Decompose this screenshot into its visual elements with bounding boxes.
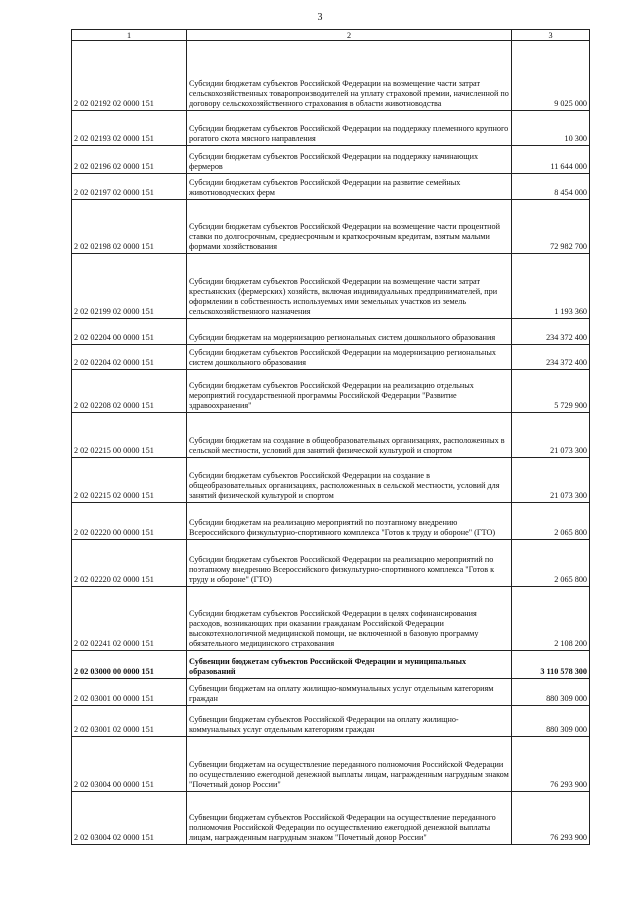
description-cell: Субсидии бюджетам субъектов Российской Федерации на возмещение части затрат сельскохозяйственных товаропроизводителей на уплату страховой премии, начисленной по договору сельскохозяйственного страхования в области животноводства bbox=[187, 41, 512, 111]
description-cell: Субсидии бюджетам субъектов Российской Федерации на развитие семейных животноводческих ферм bbox=[187, 174, 512, 200]
budget-code-cell: 2 02 02197 02 0000 151 bbox=[72, 174, 187, 200]
budget-code-cell: 2 02 02220 02 0000 151 bbox=[72, 540, 187, 587]
description-cell: Субсидии бюджетам субъектов Российской Федерации на модернизацию региональных систем дошкольного образования bbox=[187, 345, 512, 370]
description-cell: Субсидии бюджетам субъектов Российской Федерации на возмещение части затрат крестьянских (фермерских) хозяйств, включая индивидуальных предпринимателей, при оформлении в собственность используемых ими земельных участков из земель сельскохозяйственного назначения bbox=[187, 254, 512, 319]
table-row bbox=[72, 458, 590, 503]
budget-code-cell: 2 02 03000 00 0000 151 bbox=[72, 651, 187, 679]
table-row bbox=[72, 254, 590, 319]
column-header-amount: 3 bbox=[512, 30, 590, 41]
description-cell: Субвенции бюджетам субъектов Российской Федерации на осуществление переданного полномочия Российской Федерации по осуществлению ежегодной денежной выплаты лицам, награжденным нагрудным знаком "Почетный донор России" bbox=[187, 792, 512, 845]
table-row bbox=[72, 345, 590, 370]
amount-cell: 1 193 360 bbox=[512, 254, 590, 319]
page-number: 3 bbox=[317, 12, 323, 23]
description-cell: Субсидии бюджетам субъектов Российской Федерации на реализацию отдельных мероприятий государственной программы Российской Федерации "Развитие здравоохранения" bbox=[187, 370, 512, 413]
amount-cell: 880 309 000 bbox=[512, 706, 590, 737]
table-row bbox=[72, 503, 590, 540]
description-cell: Субсидии бюджетам субъектов Российской Федерации на поддержку начинающих фермеров bbox=[187, 146, 512, 174]
budget-code-cell: 2 02 02199 02 0000 151 bbox=[72, 254, 187, 319]
budget-code-cell: 2 02 02215 00 0000 151 bbox=[72, 413, 187, 458]
description-cell: Субсидии бюджетам на модернизацию региональных систем дошкольного образования bbox=[187, 319, 512, 345]
table-row bbox=[72, 370, 590, 413]
budget-code-cell: 2 02 02198 02 0000 151 bbox=[72, 200, 187, 254]
table-row bbox=[72, 200, 590, 254]
amount-cell: 8 454 000 bbox=[512, 174, 590, 200]
amount-cell: 10 300 bbox=[512, 111, 590, 146]
budget-code-cell: 2 02 02204 00 0000 151 bbox=[72, 319, 187, 345]
budget-code-cell: 2 02 03001 00 0000 151 bbox=[72, 679, 187, 706]
table-row bbox=[72, 146, 590, 174]
amount-cell: 2 108 200 bbox=[512, 587, 590, 651]
budget-code-cell: 2 02 02192 02 0000 151 bbox=[72, 41, 187, 111]
table-row bbox=[72, 111, 590, 146]
table-row bbox=[72, 679, 590, 706]
description-cell: Субсидии бюджетам на создание в общеобразовательных организациях, расположенных в сельской местности, условий для занятий физической культурой и спортом bbox=[187, 413, 512, 458]
table-row bbox=[72, 41, 590, 111]
table-row bbox=[72, 174, 590, 200]
budget-code-cell: 2 02 02241 02 0000 151 bbox=[72, 587, 187, 651]
amount-cell: 21 073 300 bbox=[512, 458, 590, 503]
budget-code-cell: 2 02 03004 00 0000 151 bbox=[72, 737, 187, 792]
budget-code-cell: 2 02 02193 02 0000 151 bbox=[72, 111, 187, 146]
table-row bbox=[72, 587, 590, 651]
budget-code-cell: 2 02 02204 02 0000 151 bbox=[72, 345, 187, 370]
description-cell: Субвенции бюджетам субъектов Российской Федерации на оплату жилищно-коммунальных услуг отдельным категориям граждан bbox=[187, 706, 512, 737]
table-row bbox=[72, 737, 590, 792]
table-row bbox=[72, 651, 590, 679]
amount-cell: 76 293 900 bbox=[512, 737, 590, 792]
amount-cell: 9 025 000 bbox=[512, 41, 590, 111]
description-cell: Субвенции бюджетам на осуществление переданного полномочия Российской Федерации по осуществлению ежегодной денежной выплаты лицам, награжденным нагрудным знаком "Почетный донор России" bbox=[187, 737, 512, 792]
budget-code-cell: 2 02 02220 00 0000 151 bbox=[72, 503, 187, 540]
amount-cell: 234 372 400 bbox=[512, 345, 590, 370]
amount-cell: 234 372 400 bbox=[512, 319, 590, 345]
budget-code-cell: 2 02 02215 02 0000 151 bbox=[72, 458, 187, 503]
column-header-code: 1 bbox=[72, 30, 187, 41]
description-cell: Субсидии бюджетам субъектов Российской Федерации на поддержку племенного крупного рогатого скота мясного направления bbox=[187, 111, 512, 146]
description-cell: Субсидии бюджетам на реализацию мероприятий по поэтапному внедрению Всероссийского физкультурно-спортивного комплекса "Готов к труду и обороне" (ГТО) bbox=[187, 503, 512, 540]
amount-cell: 21 073 300 bbox=[512, 413, 590, 458]
budget-revenue-table bbox=[71, 29, 590, 845]
description-cell: Субвенции бюджетам на оплату жилищно-коммунальных услуг отдельным категориям граждан bbox=[187, 679, 512, 706]
budget-code-cell: 2 02 03001 02 0000 151 bbox=[72, 706, 187, 737]
column-header-description: 2 bbox=[187, 30, 512, 41]
amount-cell: 5 729 900 bbox=[512, 370, 590, 413]
amount-cell: 2 065 800 bbox=[512, 503, 590, 540]
amount-cell: 2 065 800 bbox=[512, 540, 590, 587]
amount-cell: 76 293 900 bbox=[512, 792, 590, 845]
amount-cell: 11 644 000 bbox=[512, 146, 590, 174]
description-cell: Субвенции бюджетам субъектов Российской Федерации и муниципальных образований bbox=[187, 651, 512, 679]
budget-code-cell: 2 02 03004 02 0000 151 bbox=[72, 792, 187, 845]
description-cell: Субсидии бюджетам субъектов Российской Федерации на возмещение части процентной ставки по долгосрочным, среднесрочным и краткосрочным кредитам, взятым малыми формами хозяйствования bbox=[187, 200, 512, 254]
table-body bbox=[72, 41, 590, 845]
table-row bbox=[72, 792, 590, 845]
description-cell: Субсидии бюджетам субъектов Российской Федерации на создание в общеобразовательных организациях, расположенных в сельской местности, условий для занятий физической культурой и спортом bbox=[187, 458, 512, 503]
budget-code-cell: 2 02 02208 02 0000 151 bbox=[72, 370, 187, 413]
table-row bbox=[72, 706, 590, 737]
table-row bbox=[72, 413, 590, 458]
table-header-row bbox=[72, 30, 590, 41]
amount-cell: 880 309 000 bbox=[512, 679, 590, 706]
budget-code-cell: 2 02 02196 02 0000 151 bbox=[72, 146, 187, 174]
amount-cell: 72 982 700 bbox=[512, 200, 590, 254]
description-cell: Субсидии бюджетам субъектов Российской Федерации на реализацию мероприятий по поэтапному внедрению Всероссийского физкультурно-спортивного комплекса "Готов к труду и обороне" (ГТО) bbox=[187, 540, 512, 587]
table-row bbox=[72, 540, 590, 587]
description-cell: Субсидии бюджетам субъектов Российской Федерации в целях софинансирования расходов, возникающих при оказании гражданам Российской Федерации высокотехнологичной медицинской помощи, не включенной в базовую программу обязательного медицинского страхования bbox=[187, 587, 512, 651]
amount-cell: 3 110 578 300 bbox=[512, 651, 590, 679]
table-row bbox=[72, 319, 590, 345]
